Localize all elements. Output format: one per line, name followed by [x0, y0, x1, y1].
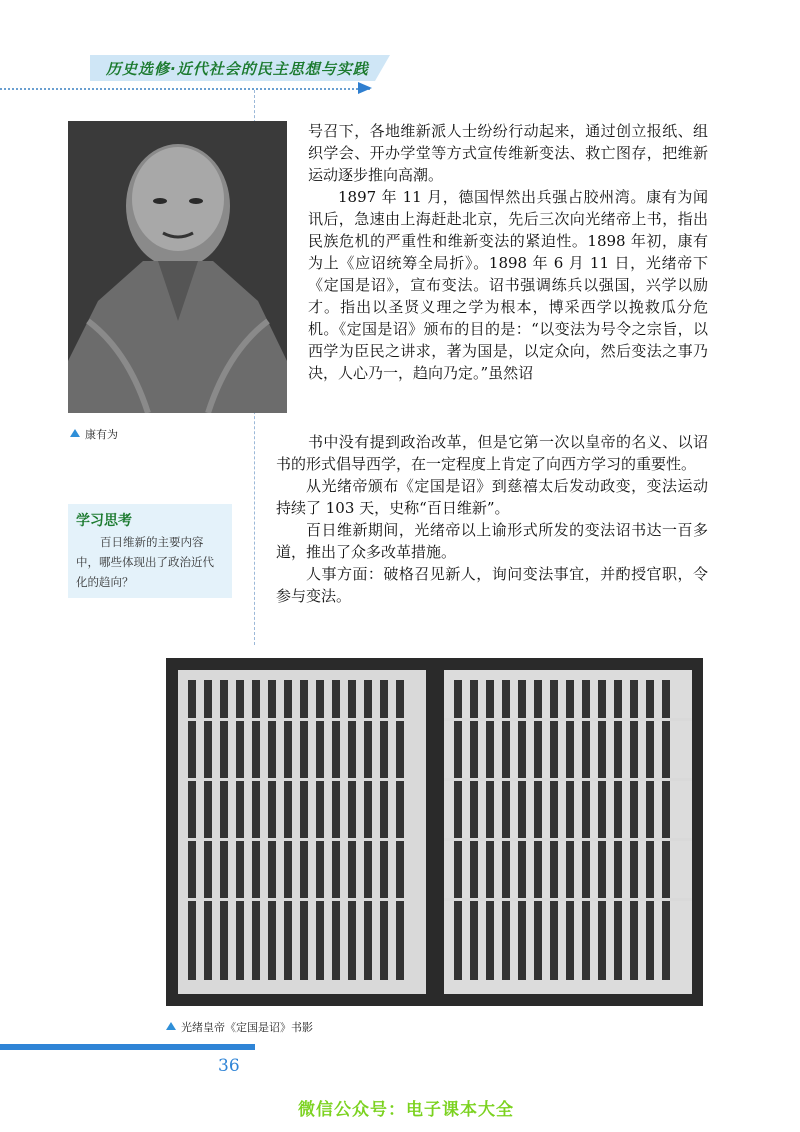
edict-caption: 光绪皇帝《定国是诏》书影 — [166, 1019, 313, 1035]
triangle-marker-icon — [166, 1022, 176, 1030]
header-divider — [0, 88, 370, 90]
paragraph-3: 从光绪帝颁布《定国是诏》到慈禧太后发动政变，变法运动持续了 103 天，史称“百日维新”。 — [276, 477, 708, 517]
paragraph-1: 号召下，各地维新派人士纷纷行动起来，通过创立报纸、组织学会、开办学堂等方式宣传维新变法、救亡图存，把维新运动逐步推向高潮。 — [308, 122, 708, 184]
paragraph-2-part-2: 书中没有提到政治改革，但是它第一次以皇帝的名义、以诏书的形式倡导西学，在一定程度上肯定了向西方学习的重要性。 — [276, 433, 708, 473]
think-box-title: 学习思考 — [76, 513, 132, 529]
main-text-upper — [308, 120, 708, 384]
portrait-caption: 康有为 — [70, 426, 118, 442]
page-number: 36 — [218, 1056, 240, 1076]
paragraph-4: 百日维新期间，光绪帝以上谕形式所发的变法诏书达一百多道，推出了众多改革措施。 — [276, 521, 708, 561]
think-box-text: 百日维新的主要内容中，哪些体现出了政治近代化的趋向？ — [76, 535, 214, 589]
footer-bar — [0, 1044, 255, 1050]
triangle-marker-icon — [70, 429, 80, 437]
header-arrow-icon — [358, 82, 372, 94]
edict-image — [166, 658, 703, 1006]
paragraph-2-part-1: 1897 年 11 月，德国悍然出兵强占胶州湾。康有为闻讯后，急速由上海赶赴北京，先后三次向光绪帝上书，指出民族危机的严重性和维新变法的紧迫性。1898 年初，康有为上《应诏统筹全局折》。1898 年 6 月 11 日，光绪帝下《定国是诏》，宣布变法。诏书强调练兵以强国，兴学以励才。指出以圣贤义理之学为根本，博采西学以挽救瓜分危机。《定国是诏》颁布的目的是：“以变法为号令之宗旨，以西学为臣民之讲求，著为国是，以定众向，然后变法之事乃决，人心乃一，趋向乃定。”虽然诏 — [308, 188, 708, 382]
paragraph-5: 人事方面：破格召见新人，询问变法事宜，并酌授官职，令参与变法。 — [276, 565, 708, 605]
header-title: 历史选修·近代社会的民主思想与实践 — [106, 60, 369, 78]
footer-watermark: 微信公众号：电子课本大全 — [298, 1100, 514, 1120]
main-text-lower — [276, 431, 708, 607]
study-think-box — [68, 504, 232, 598]
portrait-image — [68, 121, 287, 413]
